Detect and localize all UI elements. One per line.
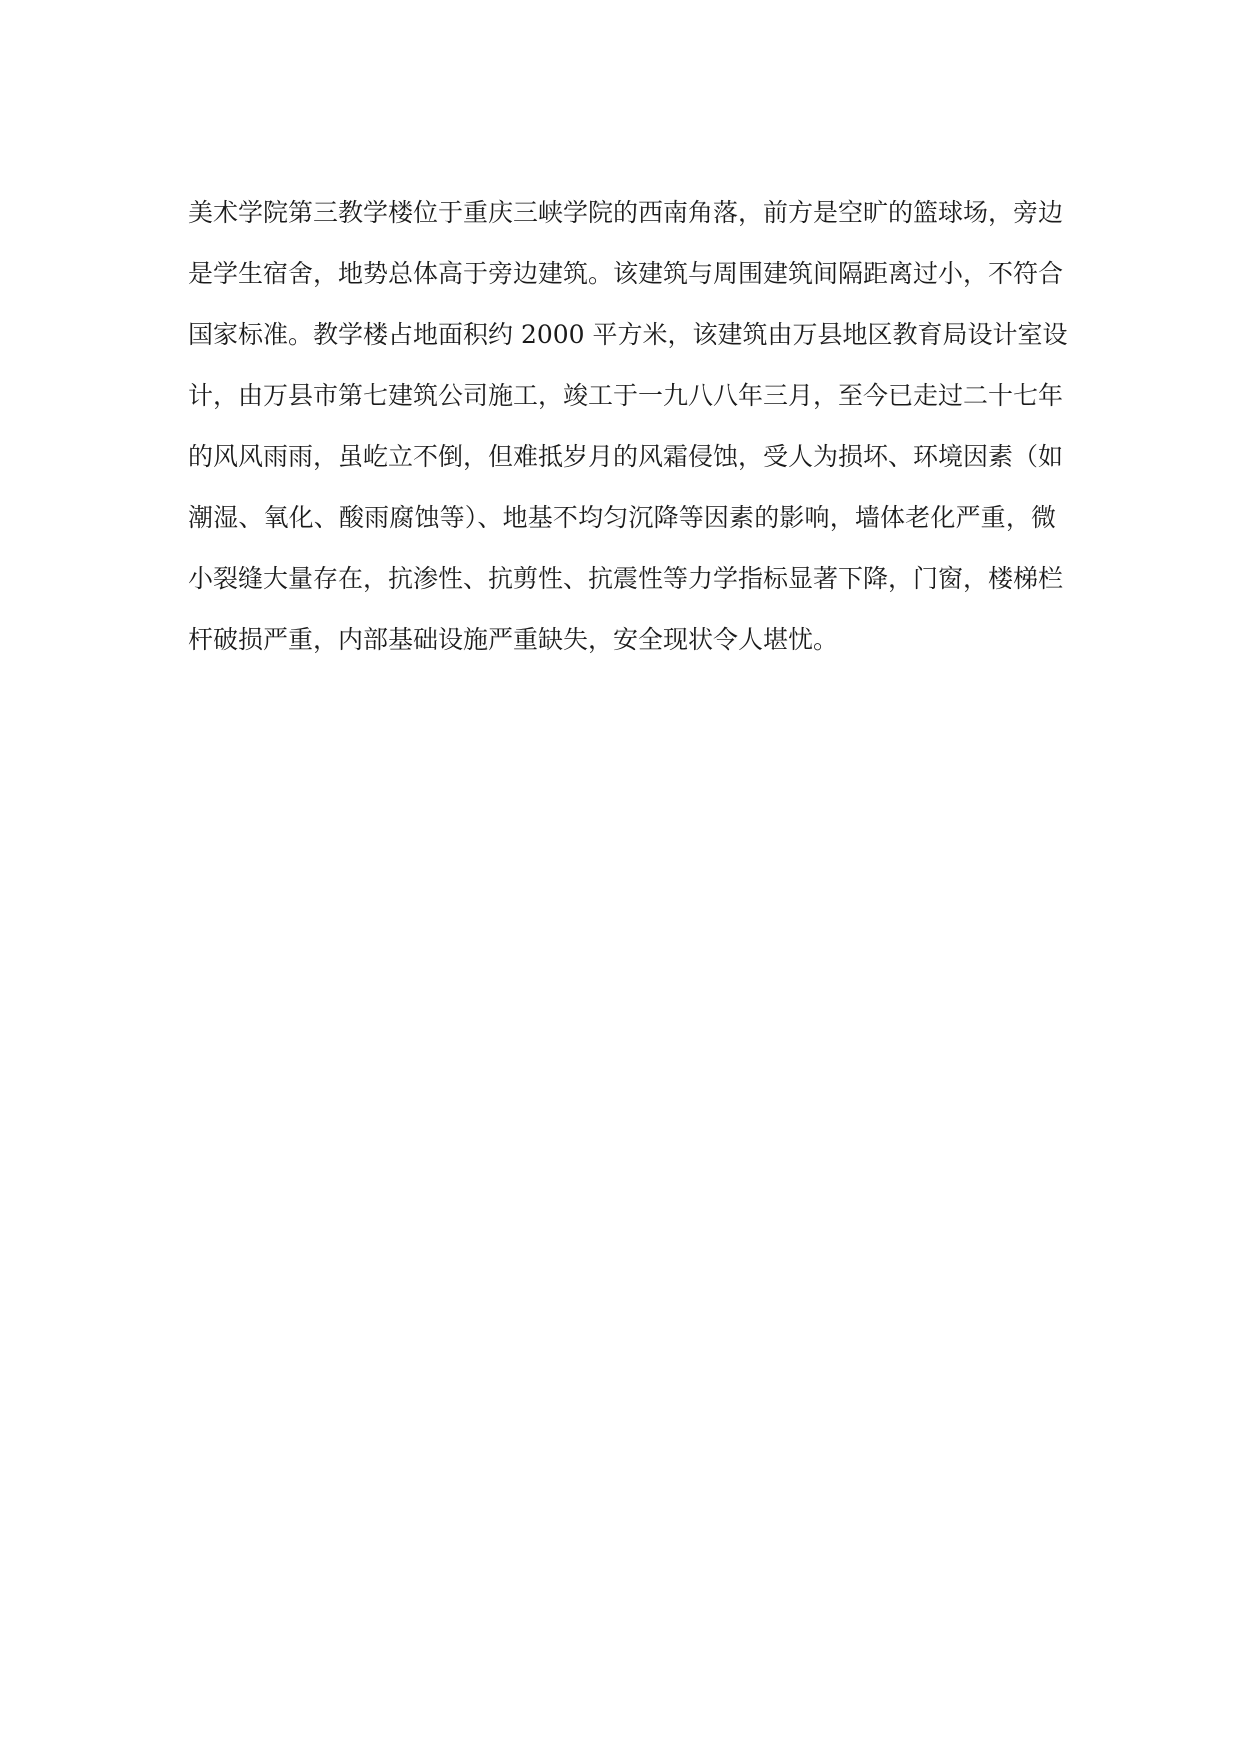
paragraph-line: 美术学院第三教学楼位于重庆三峡学院的西南角落，前方是空旷的篮球场，旁边 xyxy=(188,198,1064,227)
paragraph-line: 国家标准。教学楼占地面积约 2000 平方米，该建筑由万县地区教育局设计室设 xyxy=(188,320,1068,349)
paragraph-line: 是学生宿舍，地势总体高于旁边建筑。该建筑与周围建筑间隔距离过小，不符合 xyxy=(188,259,1064,288)
paragraph-line: 杆破损严重，内部基础设施严重缺失，安全现状令人堪忧。 xyxy=(188,625,839,654)
body-paragraph xyxy=(188,197,1068,685)
paragraph-line: 潮湿、氧化、酸雨腐蚀等）、地基不均匀沉降等因素的影响，墙体老化严重，微 xyxy=(188,503,1056,532)
paragraph-line: 的风风雨雨，虽屹立不倒，但难抵岁月的风霜侵蚀，受人为损坏、环境因素（如 xyxy=(188,442,1064,471)
paragraph-line: 小裂缝大量存在，抗渗性、抗剪性、抗震性等力学指标显著下降，门窗，楼梯栏 xyxy=(188,564,1064,593)
paragraph-line: 计，由万县市第七建筑公司施工，竣工于一九八八年三月，至今已走过二十七年 xyxy=(188,381,1064,410)
